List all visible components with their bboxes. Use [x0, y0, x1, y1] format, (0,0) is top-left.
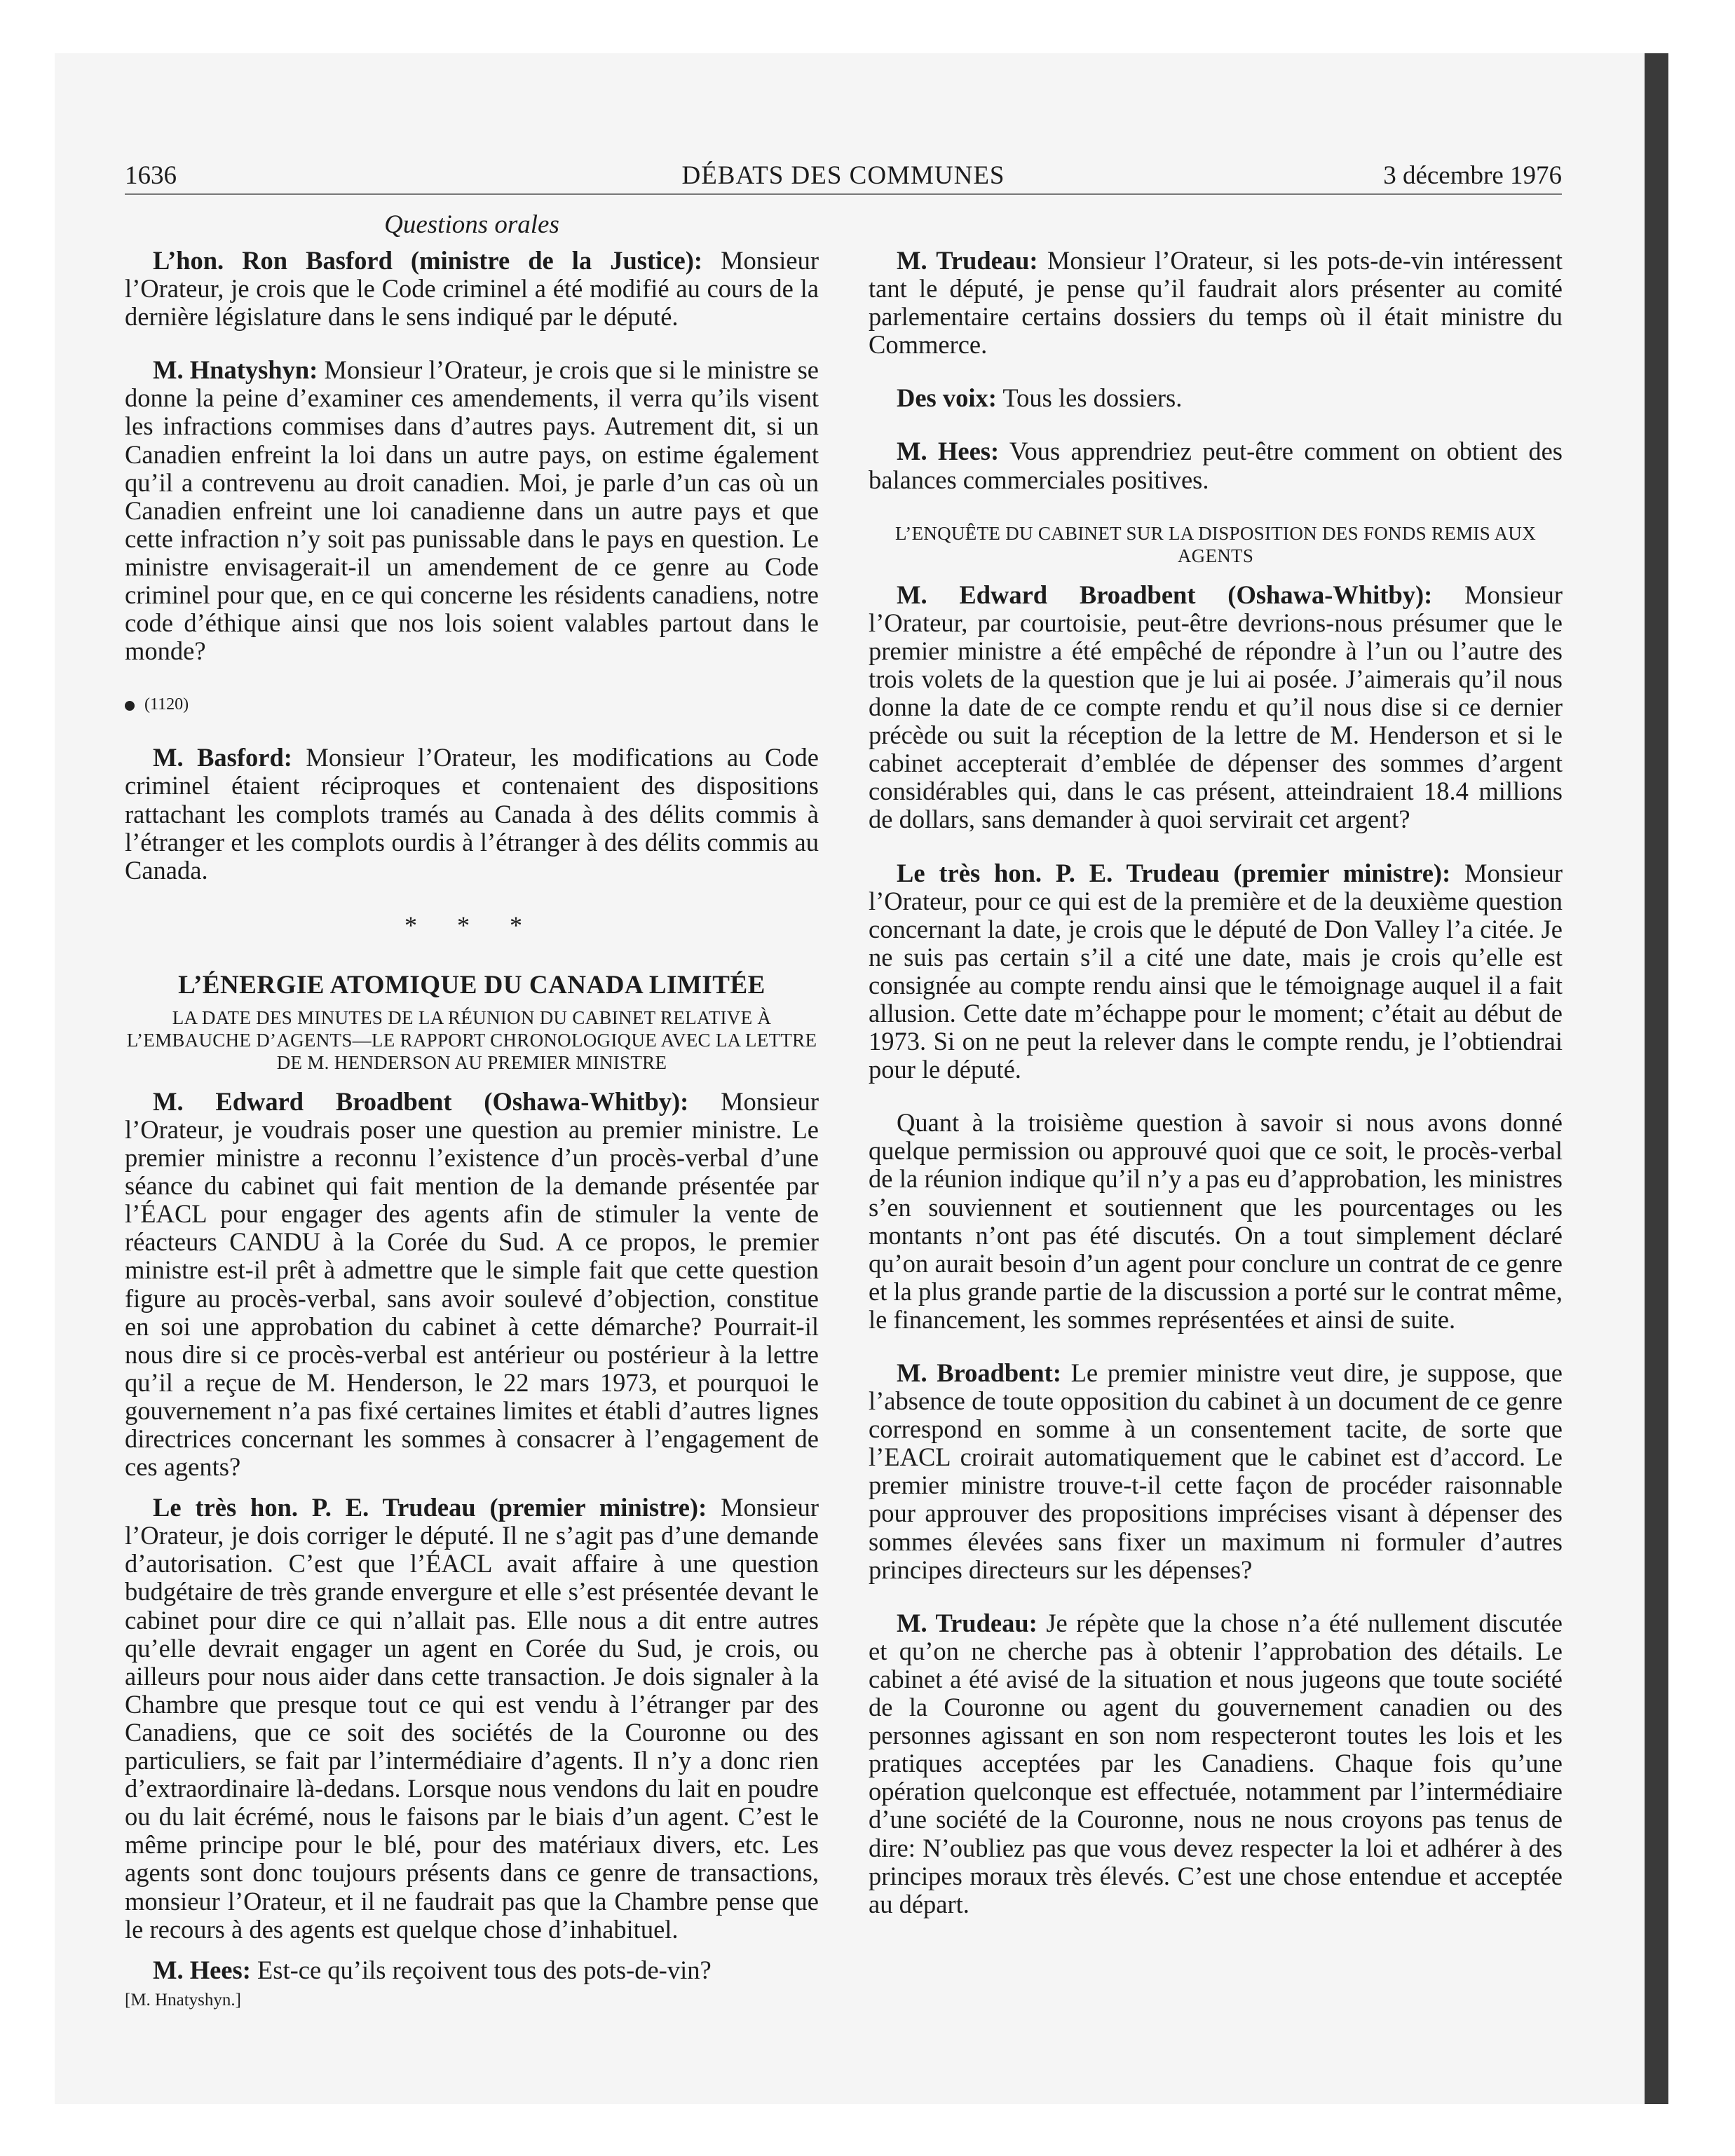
speaker-name: M. Basford:: [153, 743, 292, 772]
bullet-icon: [125, 701, 135, 711]
header-rule: [125, 193, 1562, 195]
scan-edge: [1645, 53, 1668, 2104]
paragraph: Quant à la troisième question à savoir si nous avons donné quelque permission ou approuvé quoi que ce soit, le procès-verbal de la réunion indique qu’il n’y a pas eu d’approbation, les ministres s’en souviennent et soutiennent que les pourcentages ou les montants n’ont pas été discutés. On a tout simplement déclaré qu’on aurait besoin d’un agent pour conclure un contrat de ce genre et la plus grande partie de la discussion a porté sur le contrat même, le financement, les sommes représentées et ainsi de suite.: [869, 1108, 1563, 1334]
speaker-name: M. Hees:: [153, 1955, 251, 1984]
paragraph: [125, 744, 819, 884]
topic-heading: L’ÉNERGIE ATOMIQUE DU CANADA LIMITÉE: [178, 970, 766, 999]
speaker-name: M. Edward Broadbent (Oshawa-Whitby):: [153, 1086, 689, 1116]
speech-text: Monsieur l’Orateur, je voudrais poser une question au premier ministre. Le premier ministre a reconnu l’existence d’un procès-verbal d’une séance du cabinet qui fait mention de la demande présentée par l’ÉACL pour engager des agents afin de stimuler la vente de réacteurs CANDU à la Corée du Sud. A ce propos, le premier ministre est-il prêt à admettre que le simple fait que cette question figure au procès-verbal, sans avoir soulevé d’objection, constitue en soi une approbation du cabinet à cette démarche? Pourrait-il nous dire si ce procès-verbal est antérieur ou postérieur à la lettre qu’il a reçue de M. Henderson, le 22 mars 1973, et pourquoi le gouvernement n’a pas fixé certaines limites et établi d’autres lignes directrices concernant les sommes à consacrer à l’engagement de ces agents?: [125, 1086, 819, 1482]
speech-text: Tous les dossiers.: [996, 383, 1183, 413]
page-date: 3 décembre 1976: [1383, 161, 1562, 190]
paragraph: [869, 384, 1563, 412]
paragraph: [869, 247, 1563, 359]
topic-subheading: LA DATE DES MINUTES DE LA RÉUNION DU CABINET RELATIVE À L’EMBAUCHE D’AGENTS—LE RAPPORT CHRONOLOGIQUE AVEC LA LETTRE DE M. HENDERSON AU PREMIER MINISTRE: [126, 1007, 817, 1073]
speaker-name: M. Broadbent:: [897, 1358, 1061, 1387]
speech-text: Monsieur l’Orateur, je dois corriger le député. Il ne s’agit pas d’une demande d’autorisation. C’est que l’ÉACL avait affaire à une question budgétaire de très grande envergure et elle s’est présentée devant le cabinet pour dire ce qui n’allait pas. Elle nous a dit entre autres qu’elle devrait engager un agent en Corée du Sud, je crois, ou ailleurs pour nous aider dans cette transaction. Je dois signaler à la Chambre que presque tout ce qui est vendu à l’étranger par des Canadiens, que ce soit des sociétés de la Couronne ou des particuliers, se fait par l’intermédiaire d’agents. Il n’y a donc rien d’extraordinaire là-dedans. Lorsque nous vendons du lait en poudre ou du lait écrémé, nous le faisons par le biais d’un agent. C’est le même principe pour le blé, pour des matériaux divers, etc. Les agents sont donc toujours présents dans ce genre de transactions, monsieur l’Orateur, et il ne faudrait pas que la Chambre pense que le recours à des agents est quelque chose d’inhabituel.: [125, 1493, 819, 1944]
section-title: Questions orales: [384, 210, 559, 239]
speaker-attribution: [M. Hnatyshyn.]: [125, 1990, 241, 2010]
speech-text: Monsieur l’Orateur, pour ce qui est de la première et de la deuxième question concernant la date, je crois que le député de Don Valley l’a citée. Je ne suis pas certain s’il a cité une date, mais je crois qu’elle est consignée au compte rendu ainsi que le témoignage auquel il a fait allusion. Cette date m’échappe pour le moment; c’était au début de 1973. Si on ne peut la relever dans le compte rendu, je l’obtiendrai pour le député.: [869, 858, 1563, 1084]
speaker-name: L’hon. Ron Basford (ministre de la Justice):: [153, 246, 703, 275]
speaker-name: M. Edward Broadbent (Oshawa-Whitby):: [897, 580, 1433, 609]
publication-title: DÉBATS DES COMMUNES: [681, 161, 1005, 190]
topic-subheading: L’ENQUÊTE DU CABINET SUR LA DISPOSITION DES FONDS REMIS AUX AGENTS: [894, 522, 1536, 566]
paragraph: [125, 1494, 819, 1944]
time-marker: [125, 690, 819, 718]
time-marker-text: (1120): [144, 695, 189, 714]
section-separator: * * *: [404, 910, 539, 939]
speech-text: Est-ce qu’ils reçoivent tous des pots-de-vin?: [250, 1955, 712, 1984]
speech-text: Monsieur l’Orateur, je crois que si le ministre se donne la peine d’examiner ces amendements, il verra qu’ils visent les infractions commises dans d’autres pays. Autrement dit, si un Canadien enfreint la loi dans un autre pays, on estime également qu’il a contrevenu au droit canadien. Moi, je parle d’un cas où un Canadien enfreint une loi canadienne dans un autre pays et que cette infraction n’y soit pas punissable dans le pays en question. Le ministre envisagerait-il un amendement de ce genre au Code criminel pour que, en ce qui concerne les résidents canadiens, notre code d’éthique ainsi que nos lois soient valables partout dans le monde?: [125, 355, 819, 666]
paragraph: [125, 356, 819, 665]
paragraph: [869, 1359, 1563, 1584]
speaker-name: Des voix:: [897, 383, 997, 413]
speaker-name: Le très hon. P. E. Trudeau (premier ministre):: [153, 1493, 707, 1522]
paragraph: [125, 1956, 819, 1984]
speech-text: Le premier ministre veut dire, je suppose, que l’absence de toute opposition du cabinet à un document de ce genre correspond en somme à un consentement tacite, de sorte que l’EACL croirait automatiquement que le cabinet est d’accord. Le premier ministre trouve-t-il cette façon de procéder raisonnable pour approuver des propositions imprécises visant à dépenser des sommes élevées sans fixer un maximum ni formuler d’autres principes directeurs sur les dépenses?: [869, 1358, 1563, 1584]
paragraph: [125, 247, 819, 331]
speaker-name: M. Trudeau:: [897, 246, 1038, 275]
paragraph: [869, 581, 1563, 834]
speaker-name: Le très hon. P. E. Trudeau (premier ministre):: [897, 858, 1451, 887]
paragraph: [869, 859, 1563, 1084]
speech-text: Je répète que la chose n’a été nullement discutée et qu’on ne cherche pas à obtenir l’approbation des détails. Le cabinet a été avisé de la situation et nous jugeons que toute société de la Couronne ou agent du gouvernement canadien ou des personnes agissant en son nom respecteront toutes les lois et les pratiques acceptées par les Canadiens. Chaque fois qu’une opération quelconque est effectuée, notamment par l’intermédiaire d’une société de la Couronne, nous ne nous croyons pas tenus de dire: N’oubliez pas que vous devez respecter la loi et adhérer à des principes moraux très élevés. C’est une chose entendue et acceptée au départ.: [869, 1608, 1563, 1918]
paragraph: [869, 1609, 1563, 1918]
speech-text: Vous apprendriez peut-être comment on obtient des balances commerciales positives.: [869, 437, 1563, 494]
paragraph: [869, 437, 1563, 493]
speech-text: Monsieur l’Orateur, je crois que le Code criminel a été modifié au cours de la dernière législature dans le sens indiqué par le député.: [125, 246, 819, 332]
speech-text: Monsieur l’Orateur, si les pots-de-vin intéressent tant le député, je pense qu’il faudrait alors présenter au comité parlementaire certains dossiers du temps où il était ministre du Commerce.: [869, 246, 1563, 360]
speech-text: Monsieur l’Orateur, par courtoisie, peut-être devrions-nous présumer que le premier ministre a été empêché de répondre à l’un ou l’autre des trois volets de la question que je lui ai posée. J’aimerais qu’il nous donne la date de ce compte rendu et qu’il nous dise si ce dernier précède ou suit la réception de la lettre de M. Henderson et si le cabinet accepterait d’emblée de dépenser des sommes d’argent considérables qui, dans le cas présent, atteindraient 18.4 millions de dollars, sans demander à quoi servirait cet argent?: [869, 580, 1563, 834]
page-number: 1636: [125, 161, 177, 190]
left-column: [125, 210, 819, 2012]
paragraph: [125, 1088, 819, 1481]
speech-text: Monsieur l’Orateur, les modifications au Code criminel étaient réciproques et contenaient des dispositions rattachant les complots tramés au Canada à des délits commis à l’étranger et les complots ourdis à l’étranger à des délits commis au Canada.: [125, 743, 819, 885]
speaker-name: M. Hnatyshyn:: [153, 355, 318, 385]
speaker-name: M. Trudeau:: [897, 1608, 1037, 1637]
speaker-name: M. Hees:: [897, 437, 1000, 466]
right-column: [869, 210, 1563, 1944]
page-header: [125, 158, 1562, 196]
